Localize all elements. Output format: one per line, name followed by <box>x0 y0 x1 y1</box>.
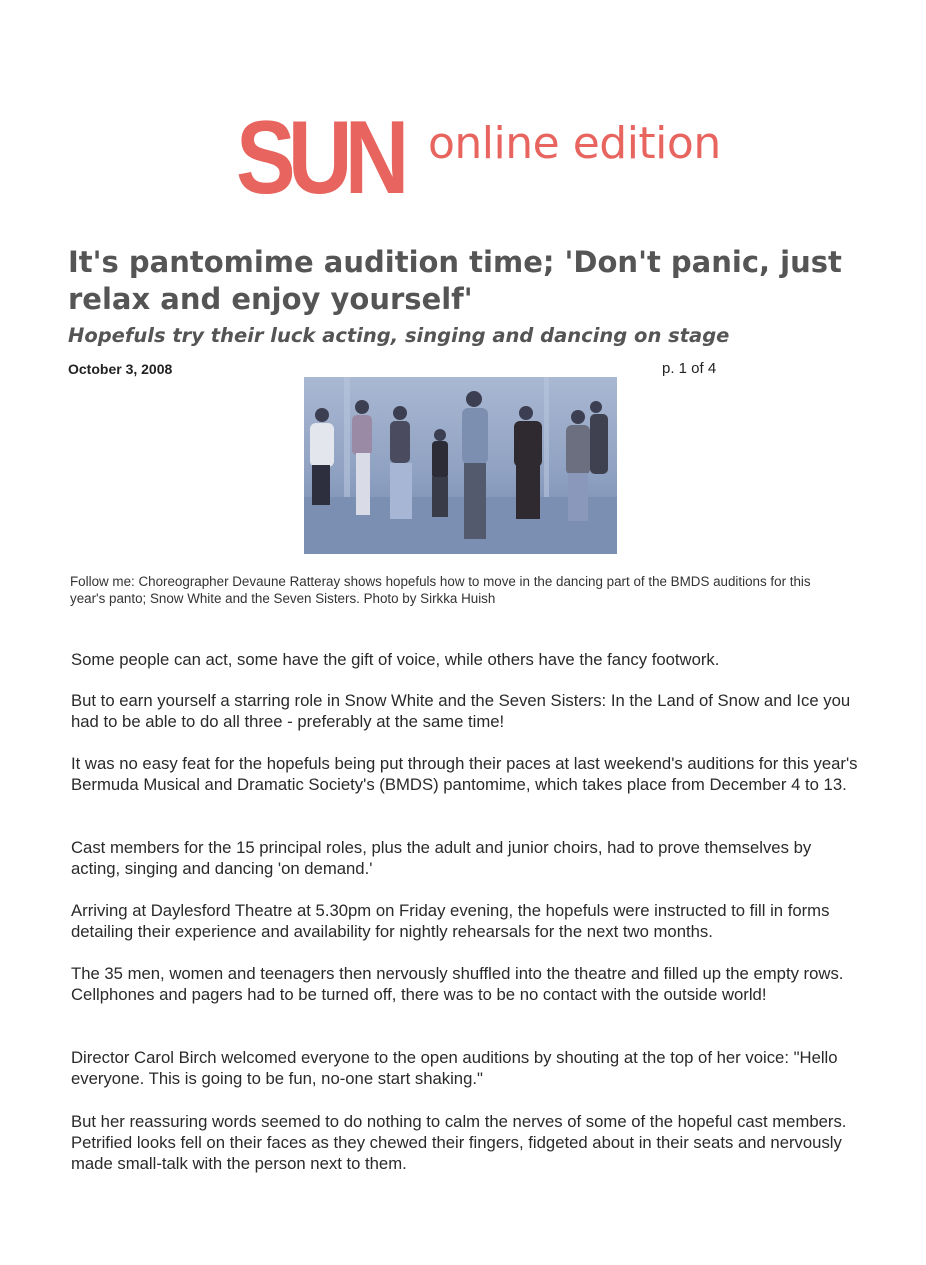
article-date: October 3, 2008 <box>68 361 173 377</box>
paragraph-1: Some people can act, some have the gift of voice, while others have the fancy footwork. <box>71 650 720 669</box>
paragraph-3: It was no easy feat for the hopefuls being put through their paces at last weekend's auditions for this year's Bermuda Musical and Dramatic Society's (BMDS) pantomime, which takes place from December 4 to 13. <box>71 754 858 794</box>
article-subheadline: Hopefuls try their luck acting, singing and dancing on stage <box>68 324 730 347</box>
dancers-illustration <box>304 377 617 554</box>
page-number: p. 1 of 4 <box>662 360 717 377</box>
paragraph-8: But her reassuring words seemed to do nothing to calm the nerves of some of the hopeful cast members. Petrified looks fell on their faces as they chewed their fingers, fidgeted about in their seats and nervously made small-talk with the person next to them. <box>71 1112 847 1173</box>
paragraph-7: Director Carol Birch welcomed everyone to the open auditions by shouting at the top of her voice: "Hello everyone. This is going to be fun, no-one start shaking." <box>71 1048 838 1088</box>
sun-logo: SUN <box>236 100 402 216</box>
edition-label: online edition <box>428 118 721 169</box>
photo-caption: Follow me: Choreographer Devaune Ratteray shows hopefuls how to move in the dancing part of the BMDS auditions for this year's panto; Snow White and the Seven Sisters. Photo by Sirkka Huish <box>70 574 811 606</box>
paragraph-2: But to earn yourself a starring role in Snow White and the Seven Sisters: In the Land of Snow and Ice you had to be able to do all three - preferably at the same time! <box>71 691 851 731</box>
paragraph-5: Arriving at Daylesford Theatre at 5.30pm on Friday evening, the hopefuls were instructed to fill in forms detailing their experience and availability for nightly rehearsals for the next two months. <box>71 901 830 941</box>
paragraph-4: Cast members for the 15 principal roles, plus the adult and junior choirs, had to prove themselves by acting, singing and dancing 'on demand.' <box>71 838 812 878</box>
masthead <box>0 100 926 216</box>
article-headline: It's pantomime audition time; 'Don't panic, just relax and enjoy yourself' <box>68 245 842 316</box>
paragraph-6: The 35 men, women and teenagers then nervously shuffled into the theatre and filled up the empty rows. Cellphones and pagers had to be turned off, there was to be no contact with the outside world! <box>71 964 844 1004</box>
audition-photo <box>304 377 617 554</box>
